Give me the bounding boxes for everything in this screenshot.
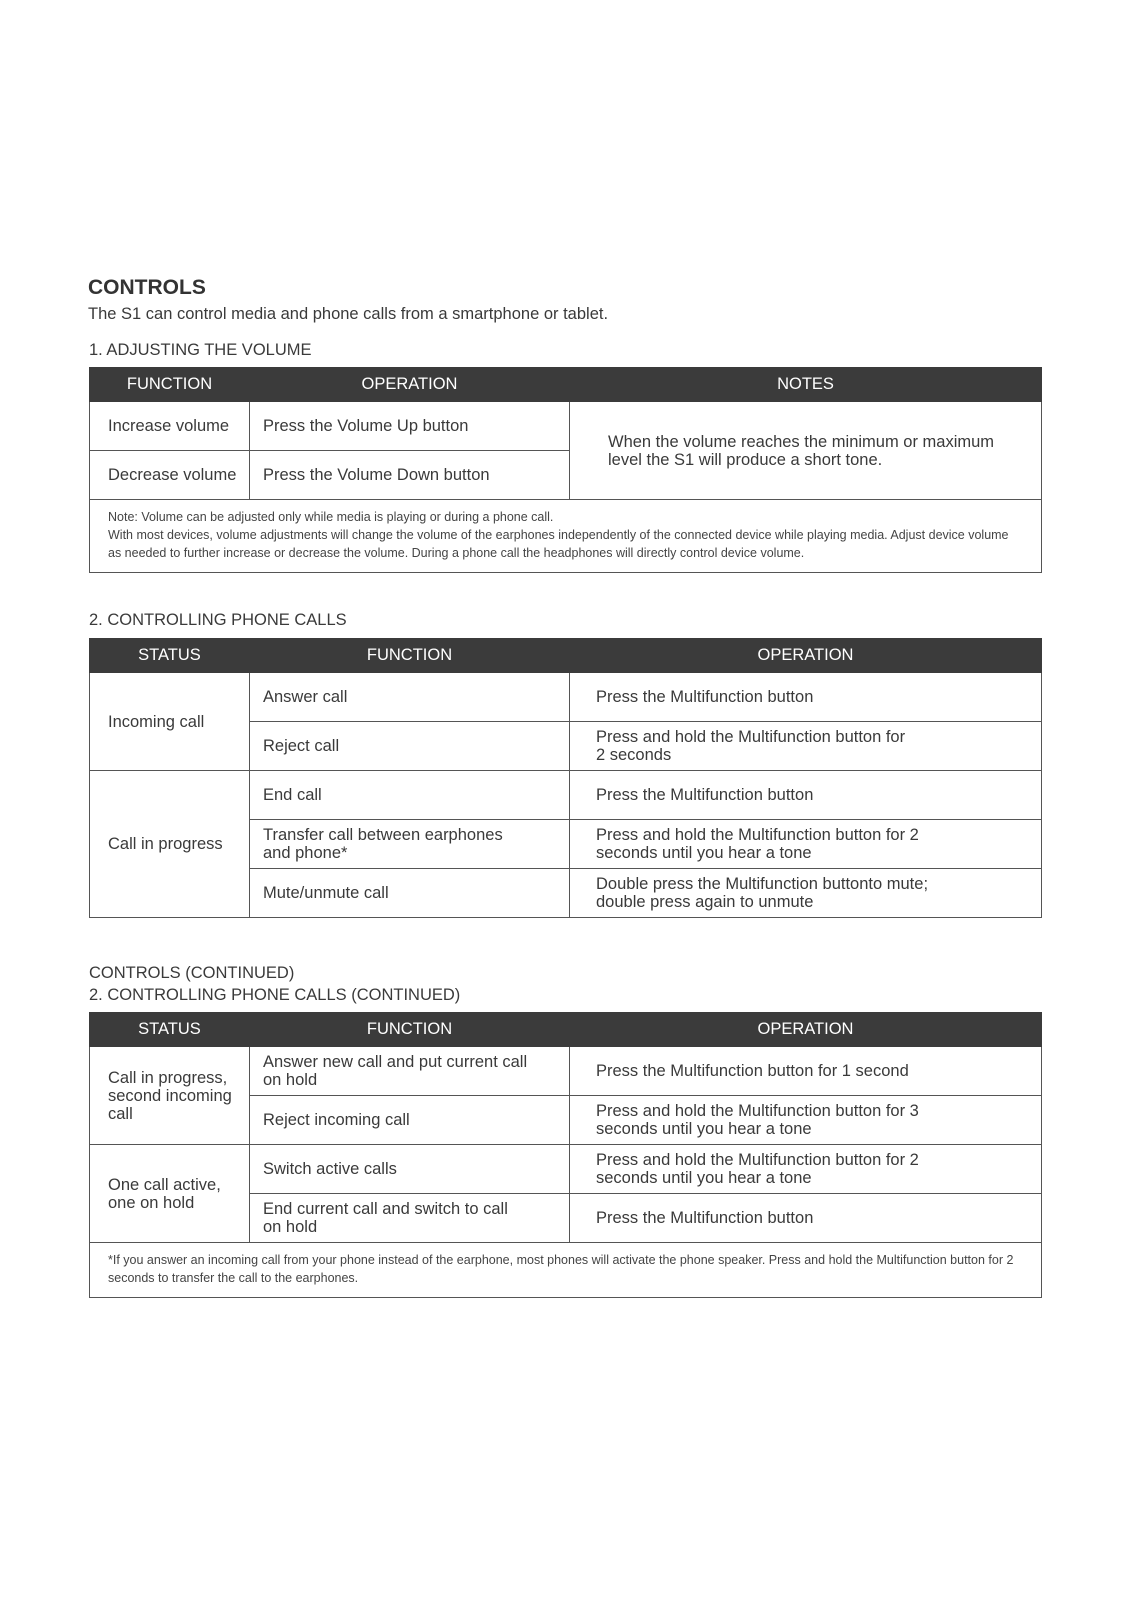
column-header-function: FUNCTION [250,639,570,673]
status-cell: Call in progress [90,771,250,918]
function-cell: Transfer call between earphones and phone* [250,820,570,869]
table-header-row [90,639,1042,673]
function-cell: Reject incoming call [250,1096,570,1145]
operation-cell: Press the Multifunction button for 1 second [570,1047,1042,1096]
footnote-row [90,500,1042,573]
function-cell: End current call and switch to call on hold [250,1194,570,1243]
function-cell: Switch active calls [250,1145,570,1194]
operation-cell: Press the Volume Down button [250,451,570,500]
operation-cell: Press the Multifunction button [570,771,1042,820]
intro-text: The S1 can control media and phone calls from a smartphone or tablet. [88,305,609,323]
column-header-function: FUNCTION [250,1013,570,1047]
operation-cell: Press and hold the Multifunction button for 2 seconds [570,722,1042,771]
footnote-line: Note: Volume can be adjusted only while media is playing or during a phone call. [108,510,554,524]
column-header-operation: OPERATION [250,368,570,402]
function-cell: Answer call [250,673,570,722]
calls-footnote: *If you answer an incoming call from your phone instead of the earphone, most phones will activate the phone speaker. Press and hold the Multifunction button for 2 seconds to transfer the call to the earphones. [90,1243,1042,1298]
calls-table [89,638,1042,918]
operation-cell: Press the Multifunction button [570,673,1042,722]
operation-cell: Press the Volume Up button [250,402,570,451]
table-row [90,1145,1042,1194]
table-row [90,771,1042,820]
function-cell: Mute/unmute call [250,869,570,918]
notes-cell: When the volume reaches the minimum or maximum level the S1 will produce a short tone. [570,402,1042,500]
page-title: CONTROLS [88,276,206,299]
calls-continued-table [89,1012,1042,1298]
column-header-notes: NOTES [570,368,1042,402]
table-header-row [90,1013,1042,1047]
column-header-operation: OPERATION [570,1013,1042,1047]
status-cell: Call in progress, second incoming call [90,1047,250,1145]
section-subtitle-continued: 2. CONTROLLING PHONE CALLS (CONTINUED) [89,986,461,1004]
column-header-operation: OPERATION [570,639,1042,673]
function-cell: Decrease volume [90,451,250,500]
volume-table [89,367,1042,573]
section-title-calls: 2. CONTROLLING PHONE CALLS [89,611,347,629]
footnote-row [90,1243,1042,1298]
status-cell: One call active, one on hold [90,1145,250,1243]
section-title-continued: CONTROLS (CONTINUED) [89,964,295,982]
operation-cell: Press the Multifunction button [570,1194,1042,1243]
table-row [90,402,1042,451]
function-cell: Reject call [250,722,570,771]
function-cell: End call [250,771,570,820]
column-header-function: FUNCTION [90,368,250,402]
operation-cell: Press and hold the Multifunction button for 2 seconds until you hear a tone [570,1145,1042,1194]
column-header-status: STATUS [90,1013,250,1047]
table-row [90,1047,1042,1096]
table-header-row [90,368,1042,402]
footnote-line: With most devices, volume adjustments will change the volume of the earphones independently of the connected device while playing media. Adjust device volume as needed to further increase or decrease the volume. During a phone call the headphones will directly control device volume. [108,528,1009,560]
operation-cell: Press and hold the Multifunction button for 2 seconds until you hear a tone [570,820,1042,869]
section-title-volume: 1. ADJUSTING THE VOLUME [89,341,312,359]
function-cell: Answer new call and put current call on hold [250,1047,570,1096]
column-header-status: STATUS [90,639,250,673]
function-cell: Increase volume [90,402,250,451]
status-cell: Incoming call [90,673,250,771]
table-row [90,673,1042,722]
operation-cell: Press and hold the Multifunction button for 3 seconds until you hear a tone [570,1096,1042,1145]
operation-cell: Double press the Multifunction buttonto mute; double press again to unmute [570,869,1042,918]
volume-footnote [90,500,1042,573]
